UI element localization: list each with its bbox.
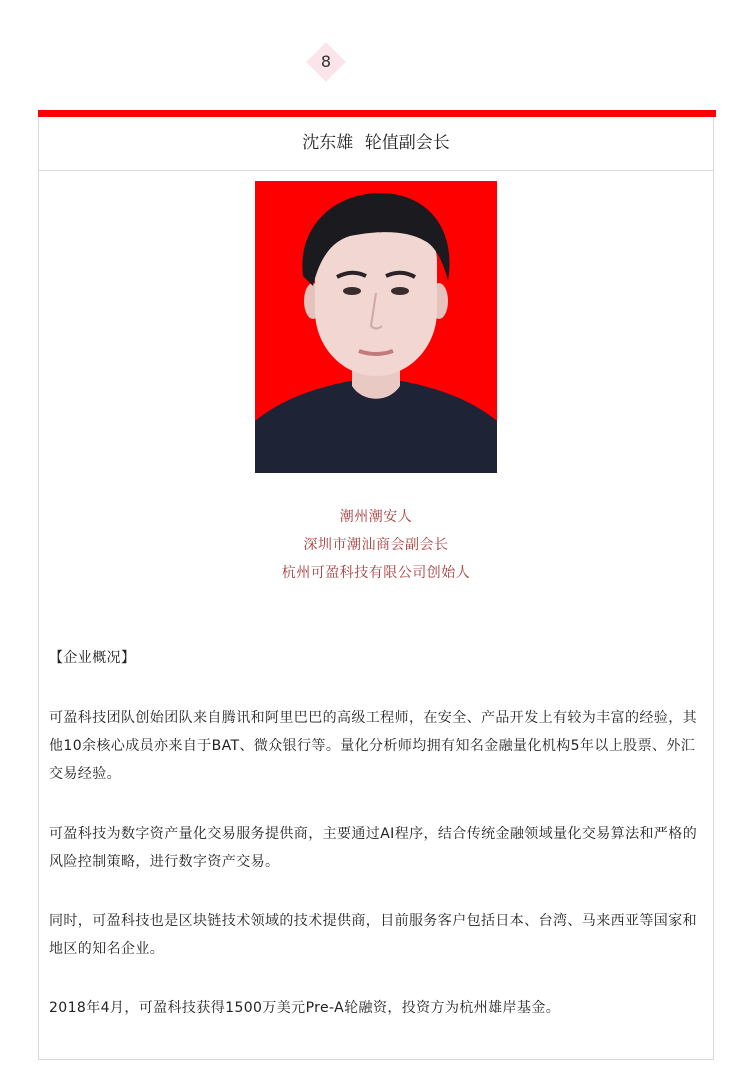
paragraph-service: 可盈科技为数字资产量化交易服务提供商，主要通过AI程序，结合传统金融领域量化交易算法和严格的风险控制策略，进行数字资产交易。	[49, 826, 698, 870]
page-number: 8	[320, 52, 332, 71]
role-origin: 潮州潮安人	[339, 509, 413, 525]
role-company: 杭州可盈科技有限公司创始人	[281, 565, 471, 581]
paragraph-blockchain: 同时，可盈科技也是区块链技术领域的技术提供商，目前服务客户包括日本、台湾、马来西亚等国家和地区的知名企业。	[49, 913, 697, 957]
section-heading: 【企业概况】	[49, 650, 136, 666]
roles-list	[39, 503, 713, 587]
profile-title: 沈东雄 轮值副会长	[39, 117, 713, 171]
paragraph-team: 可盈科技团队创始团队来自腾讯和阿里巴巴的高级工程师，在安全、产品开发上有较为丰富的经验，其他10余核心成员亦来自于BAT、微众银行等。量化分析师均拥有知名金融量化机构5年以上股票、外汇交易经验。	[49, 710, 697, 782]
role-association: 深圳市潮汕商会副会长	[303, 537, 449, 553]
page-number-badge	[306, 42, 346, 82]
portrait-photo	[255, 181, 497, 473]
accent-bar	[38, 110, 716, 117]
paragraph-funding: 2018年4月，可盈科技获得1500万美元Pre-A轮融资，投资方为杭州雄岸基金。	[49, 1000, 561, 1016]
portrait-icon	[255, 181, 497, 473]
profile-card	[38, 110, 714, 1060]
